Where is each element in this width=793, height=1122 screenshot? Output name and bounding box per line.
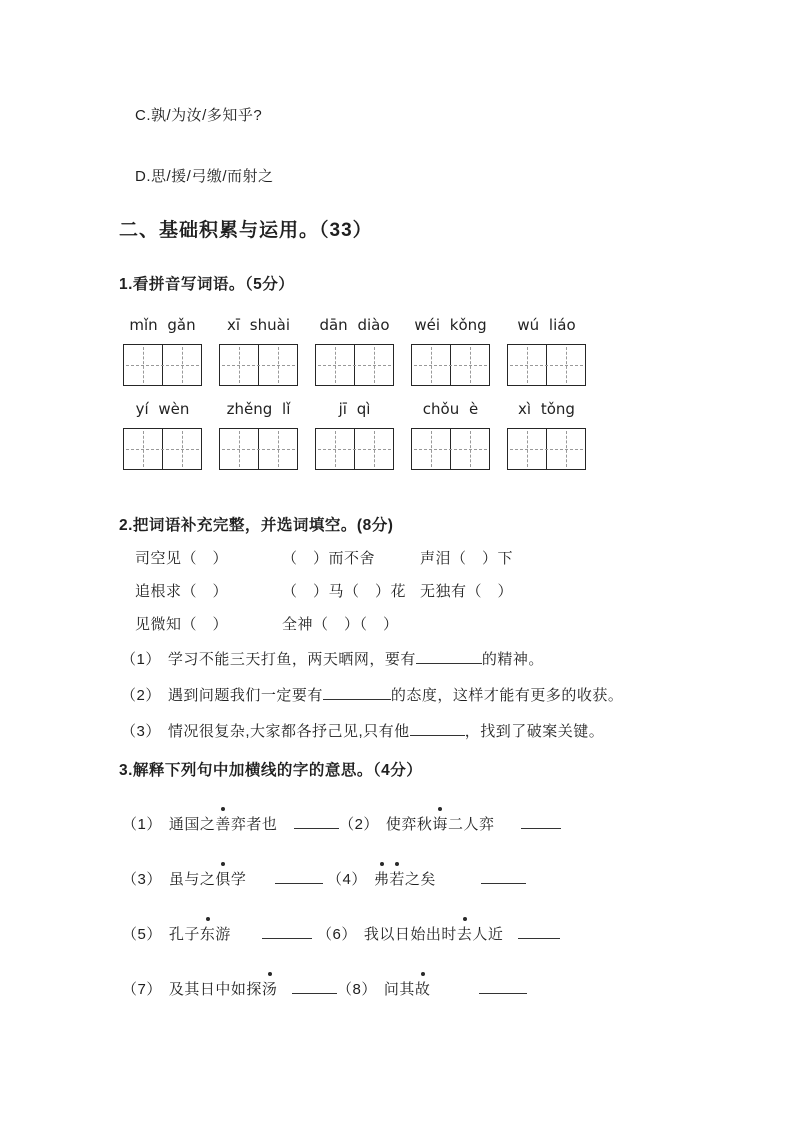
sentence-post: ，找到了破案关键。	[464, 723, 605, 740]
answer-blank[interactable]	[275, 871, 323, 884]
sentence-post: 弈者也	[230, 816, 278, 833]
sentence-pre: 问其	[383, 981, 415, 998]
idiom: 追根求（ ）	[135, 583, 229, 600]
writing-grid[interactable]	[411, 344, 490, 386]
grid-cell[interactable]	[124, 429, 162, 469]
idiom: （ ）而不舍	[282, 550, 376, 567]
q3-item	[122, 870, 327, 889]
dotted-char: 诲	[432, 816, 448, 833]
item-number: （2）	[339, 816, 379, 833]
dotted-char: 故	[414, 981, 431, 998]
idiom-row	[135, 583, 513, 601]
q3-row	[122, 805, 561, 834]
grid-cell[interactable]	[124, 345, 162, 385]
grid-cell[interactable]	[220, 429, 258, 469]
grid-cell[interactable]	[508, 345, 546, 385]
writing-grid[interactable]	[219, 428, 298, 470]
q3-items	[122, 805, 561, 1025]
dotted-char: 弗	[373, 871, 390, 888]
item-number: （4）	[327, 871, 367, 888]
dotted-char: 汤	[261, 981, 278, 998]
section-2-title: 二、基础积累与运用。（33）	[119, 220, 373, 241]
q3-item	[337, 980, 527, 999]
dotted-char: 若	[389, 871, 405, 888]
idiom: （ ）马（ ）花	[282, 583, 407, 600]
answer-blank[interactable]	[521, 816, 561, 829]
grid-cell[interactable]	[316, 429, 354, 469]
grid-cell[interactable]	[508, 429, 546, 469]
dotted-char: 善	[215, 816, 231, 833]
fill-sentence	[121, 722, 623, 741]
writing-grid[interactable]	[507, 344, 586, 386]
sentence-pre: 使弈秋	[385, 816, 433, 833]
grid-cell[interactable]	[258, 429, 297, 469]
grid-cell[interactable]	[450, 429, 489, 469]
q2-fill-sentences	[121, 650, 623, 758]
pinyin-label: zhěng lǐ	[226, 400, 291, 418]
grid-cell[interactable]	[316, 345, 354, 385]
idiom: 见微知（ ）	[135, 616, 229, 633]
option-d: D.思/援/弓缴/而射之	[135, 168, 274, 185]
grid-cell[interactable]	[450, 345, 489, 385]
fill-sentence	[121, 650, 623, 669]
option-c: C.孰/为汝/多知乎?	[135, 107, 263, 124]
answer-blank[interactable]	[481, 871, 526, 884]
item-number: （8）	[337, 981, 377, 998]
pinyin-unit	[219, 400, 298, 470]
sentence-pre: 学习不能三天打鱼，两天晒网，要有	[167, 651, 416, 668]
sentence-post: 游	[215, 926, 231, 943]
q2-idioms	[135, 550, 513, 649]
grid-cell[interactable]	[412, 345, 450, 385]
item-number: （1）	[121, 651, 161, 668]
q3-item	[122, 925, 317, 944]
item-number: （5）	[122, 926, 162, 943]
grid-cell[interactable]	[546, 345, 585, 385]
sentence-post: 的精神。	[481, 651, 544, 668]
answer-blank[interactable]	[323, 686, 391, 700]
q3-item	[317, 925, 560, 944]
item-number: （6）	[317, 926, 357, 943]
pinyin-unit	[315, 400, 394, 470]
item-number: （2）	[121, 687, 161, 704]
pinyin-label: xì tǒng	[518, 400, 575, 418]
writing-grid[interactable]	[123, 344, 202, 386]
grid-cell[interactable]	[220, 345, 258, 385]
grid-cell[interactable]	[546, 429, 585, 469]
writing-grid[interactable]	[123, 428, 202, 470]
pinyin-unit	[411, 316, 490, 386]
grid-cell[interactable]	[162, 429, 201, 469]
q1-writing-area	[123, 316, 586, 484]
pinyin-grid-row-2	[123, 400, 586, 470]
idiom-row	[135, 616, 513, 634]
q2-title: 2.把词语补充完整，并选词填空。(8分)	[119, 517, 394, 534]
pinyin-label: wú liáo	[517, 316, 576, 334]
answer-blank[interactable]	[410, 722, 465, 736]
sentence-pre: 情况很复杂,大家都各抒己见,只有他	[167, 723, 410, 740]
writing-grid[interactable]	[411, 428, 490, 470]
pinyin-unit	[219, 316, 298, 386]
sentence-pre: 遇到问题我们一定要有	[167, 687, 323, 704]
pinyin-label: dān diào	[319, 316, 390, 334]
pinyin-unit	[123, 316, 202, 386]
idiom-row	[135, 550, 513, 568]
q1-title: 1.看拼音写词语。（5分）	[119, 276, 295, 293]
item-number: （1）	[122, 816, 162, 833]
answer-blank[interactable]	[292, 981, 337, 994]
answer-blank[interactable]	[479, 981, 527, 994]
pinyin-label: jī qì	[338, 400, 371, 418]
pinyin-label: yí wèn	[135, 400, 190, 418]
writing-grid[interactable]	[315, 428, 394, 470]
pinyin-unit	[411, 400, 490, 470]
q3-title: 3.解释下列句中加横线的字的意思。（4分）	[119, 762, 423, 779]
grid-cell[interactable]	[354, 429, 393, 469]
sentence-pre: 孔子	[168, 926, 200, 943]
pinyin-unit	[507, 316, 586, 386]
dotted-char: 去	[456, 926, 473, 943]
answer-blank[interactable]	[518, 926, 560, 939]
idiom: 无独有（ ）	[420, 583, 514, 600]
q3-item	[327, 870, 526, 889]
sentence-pre: 通国之	[168, 816, 216, 833]
q3-row	[122, 915, 561, 944]
writing-grid[interactable]	[315, 344, 394, 386]
grid-cell[interactable]	[162, 345, 201, 385]
fill-sentence	[121, 686, 623, 705]
dotted-char: 俱	[215, 871, 231, 888]
grid-cell[interactable]	[412, 429, 450, 469]
pinyin-label: chǒu è	[422, 400, 479, 418]
idiom: 声泪（ ）下	[420, 550, 514, 567]
item-number: （3）	[122, 871, 162, 888]
answer-blank[interactable]	[294, 816, 339, 829]
sentence-post: 二人弈	[447, 816, 495, 833]
q3-item	[122, 980, 337, 999]
grid-cell[interactable]	[354, 345, 393, 385]
sentence-post: 的态度，这样才能有更多的收获。	[390, 687, 624, 704]
q3-row	[122, 970, 561, 999]
grid-cell[interactable]	[258, 345, 297, 385]
answer-blank[interactable]	[416, 650, 482, 664]
dotted-char: 东	[199, 926, 216, 943]
sentence-pre: 我以日始出时	[363, 926, 457, 943]
writing-grid[interactable]	[507, 428, 586, 470]
item-number: （7）	[122, 981, 162, 998]
idiom: 司空见（ ）	[135, 550, 229, 567]
pinyin-unit	[123, 400, 202, 470]
q3-item	[339, 815, 561, 834]
answer-blank[interactable]	[262, 926, 312, 939]
pinyin-label: mǐn gǎn	[129, 316, 196, 334]
writing-grid[interactable]	[219, 344, 298, 386]
q3-item	[122, 815, 339, 834]
item-number: （3）	[121, 723, 161, 740]
sentence-post: 之矣	[404, 871, 436, 888]
pinyin-grid-row-1	[123, 316, 586, 386]
q3-row	[122, 860, 561, 889]
pinyin-label: xī shuài	[226, 316, 290, 334]
pinyin-unit	[315, 316, 394, 386]
sentence-pre: 虽与之	[168, 871, 216, 888]
sentence-pre: 及其日中如探	[168, 981, 262, 998]
pinyin-unit	[507, 400, 586, 470]
idiom: 全神（ ）（ ）	[282, 616, 399, 633]
pinyin-label: wéi kǒng	[414, 316, 487, 334]
sentence-post: 学	[230, 871, 247, 888]
sentence-post: 人近	[472, 926, 504, 943]
